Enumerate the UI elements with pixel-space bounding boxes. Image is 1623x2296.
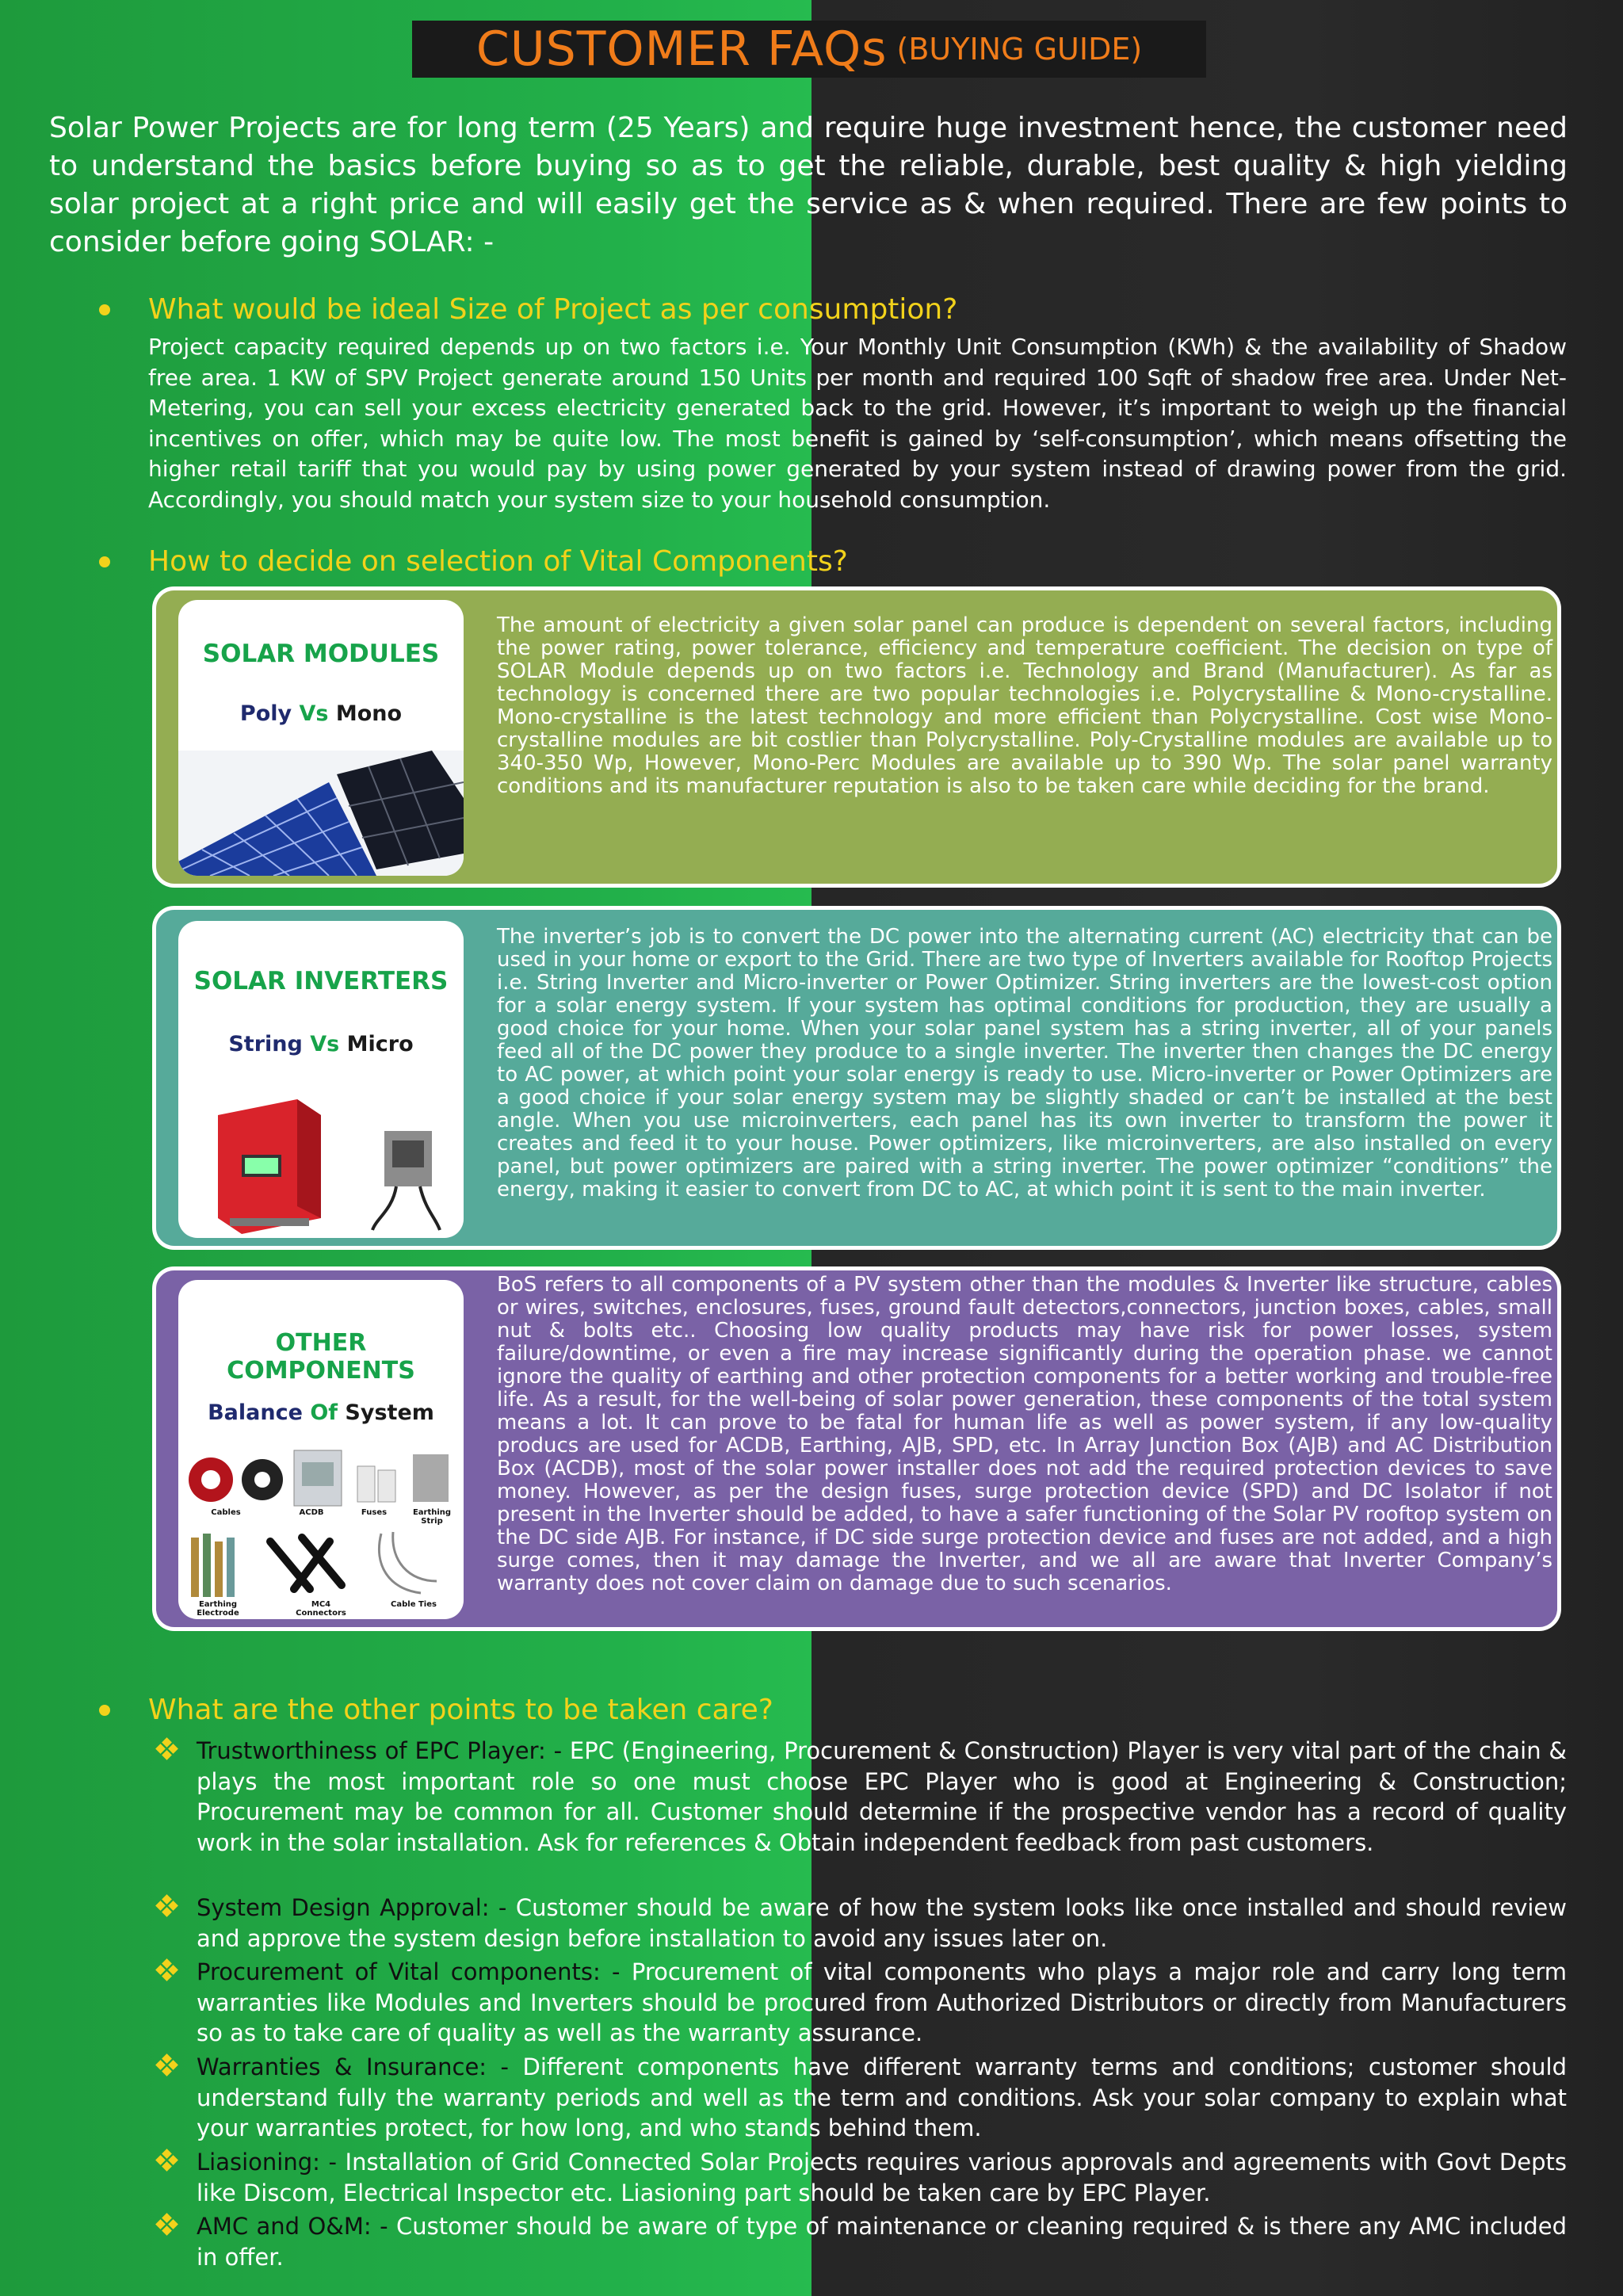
faq-heading-size-text: What would be ideal Size of Project as per consumption? [148, 293, 958, 326]
point-epc-player: Trustworthiness of EPC Player: - EPC (Engineering, Procurement & Construction) Player is very vital part of the chain & plays the most important role so one must choose EPC Player who is good at Engineering & Construction; Procurement may be common for all. Customer should determine if the prospective vendor has a record of quality work in the solar installation. Ask for references & Obtain independent feedback from past customers. [197, 1736, 1567, 1858]
caption-acdb: ACDB [299, 1508, 324, 1517]
card-solar-inverters [152, 906, 1561, 1250]
card-image-subtitle: String Vs Micro [228, 1032, 414, 1056]
other-components-image [178, 1280, 464, 1619]
solar-modules-image [178, 600, 464, 876]
diamond-bullet-icon [157, 2150, 178, 2171]
intro-paragraph: Solar Power Projects are for long term (25 Years) and require huge investment hence, the customer need to understand the basics before buying so as to get the reliable, durable, best quality & high yielding solar project at a right price and will easily get the service as & when required. There are few points to consider before going SOLAR: - [49, 112, 1568, 258]
card-solar-modules [152, 586, 1561, 888]
diamond-bullet-icon [157, 1960, 178, 1981]
solar-inverters-image [178, 921, 464, 1238]
caption-earthing-strip: Earthing Strip [412, 1508, 452, 1526]
caption-cables: Cables [211, 1508, 241, 1517]
faq-body-size: Project capacity required depends up on two factors i.e. Your Monthly Unit Consumption (KWh) & the availability of Shadow free area. 1 KW of SPV Project generate around 150 Units per month and required 100 Sqft of shadow free area. Under Net-Metering, you can sell your excess electricity generated back to the grid. However, it’s important to weigh up the financial incentives on offer, which may be quite low. The most benefit is gained by ‘self-consumption’, which means offsetting the higher retail tariff that you would pay by using power generated by your system instead of drawing power from the grid. Accordingly, you should match your system size to your household consumption. [148, 334, 1567, 513]
faq-heading-other-points [148, 1694, 773, 1726]
faq-heading-size [148, 293, 957, 326]
faq-heading-components-text: How to decide on selection of Vital Components? [148, 545, 848, 578]
card-image-subtitle: Balance Of System [208, 1400, 434, 1425]
caption-mc4-connectors: MC4 Connectors [296, 1600, 346, 1618]
card-other-components [152, 1266, 1561, 1631]
bullet-icon [99, 556, 110, 567]
page-subtitle: (BUYING GUIDE) [896, 32, 1143, 67]
diamond-bullet-icon [157, 1739, 178, 1759]
bos-components-icon [183, 1446, 460, 1613]
card-image-title: SOLAR INVERTERS [193, 967, 449, 995]
inverter-icon [194, 1099, 456, 1234]
title-banner [412, 21, 1206, 78]
bullet-icon [99, 304, 110, 315]
card-image-title: SOLAR MODULES [202, 640, 440, 668]
point-liasioning: Liasioning: - Installation of Grid Connected Solar Projects requires various approvals and agreements with Govt Depts like Discom, Electrical Inspector etc. Liasioning part should be taken care by EPC Player. [197, 2147, 1567, 2208]
diamond-bullet-icon [157, 2055, 178, 2076]
page-title: CUSTOMER FAQs [475, 21, 888, 77]
card-text-bos: BoS refers to all components of a PV system other than the modules & Inverter like structure, cables or wires, switches, enclosures, fuses, ground fault detectors,connectors, junction boxes, cables, small nut & bolts etc.. Choosing low quality products may have risk for power losses, system failure/downtime, or even a fire may increase significantly during the operation phase. we cannot ignore the quality of earthing and other protection components for a better working and trouble-free life. As a result, for the well-being of solar power generation, these components of the total system means a lot. It can prove to be fatal for human life as well as power system, if any low-quality producs are used for ACDB, Earthing, AJB, SPD, etc. In Array Junction Box (AJB) and AC Distribution Box (ACDB), most of the solar power installer does not add the required protection devices to save money. However, as per the design fuses, surge protection device (SPD) and DC Isolator if not present in the Inverter should be added, to have a safer functioning of the Solar PV rooftop system on the DC side AJB. For instance, if DC side surge protection device and fuses are not added, and a high surge comes, then it may damage the Inverter, and we all are aware that Inverter Company’s warranty does not cover claim on damage due to such scenarios. [497, 1273, 1552, 1595]
caption-cable-ties: Cable Ties [391, 1600, 437, 1609]
diamond-bullet-icon [157, 2214, 178, 2235]
card-image-title: OTHER COMPONENTS [227, 1329, 415, 1385]
point-procurement: Procurement of Vital components: - Procurement of vital components who plays a major role and carry long term warranties like Modules and Inverters should be procured from Authorized Distributors or directly from Manufacturers so as to take care of quality as well as the warranty assurance. [197, 1957, 1567, 2049]
card-text-inverters: The inverter’s job is to convert the DC power into the alternating current (AC) electricity that can be used in your home or export to the Grid. There are two type of Inverters available for Rooftop Projects i.e. String Inverter and Micro-inverter or Power Optimizer. String inverters are the lowest-cost option for a solar energy system. If your system has optimal conditions for production, they are usually a good choice for your home. When your solar panel system has a string inverter, all of your panels feed all of the DC power they produce to a single inverter. The inverter then changes the DC energy to AC power, at which point your solar energy is ready to use. Micro-inverter or Power Optimizers are a good choice if your solar energy system may be slightly shaded or can’t be installed at the best angle. When you use microinverters, each panel has its own inverter to transform the power it creates and feed it to your house. Power optimizers, like microinverters, are also installed on every panel, but power optimizers are paired with a string inverter. The power optimizer “conditions” the energy, making it easier to convert from DC to AC, at which point it is sent to the main inverter. [497, 925, 1552, 1201]
point-design-approval: System Design Approval: - Customer should be aware of how the system looks like once installed and should review and approve the system design before installation to avoid any issues later on. [197, 1893, 1567, 1954]
card-text-modules: The amount of electricity a given solar panel can produce is dependent on several factors, including the power rating, power tolerance, efficiency and temperature coefficient. The decision on type of SOLAR Module depends up on two factors i.e. Technology and Brand (Manufacturer). As far as technology is concerned there are two popular technologies i.e. Polycrystalline & Mono-crystalline. Mono-crystalline is the latest technology and more efficient than Polycrystalline. Cost wise Mono-crystalline modules are bit costlier than Polycrystalline. Poly-Crystalline modules are available up to 340-350 Wp, However, Mono-Perc Modules are available up to 390 Wp. The solar panel warranty conditions and its manufacturer reputation is also to be taken care while deciding for the brand. [497, 613, 1552, 798]
card-image-subtitle: Poly Vs Mono [239, 701, 403, 726]
diamond-bullet-icon [157, 1896, 178, 1916]
solar-panel-icon [178, 751, 464, 876]
caption-fuses: Fuses [361, 1508, 388, 1517]
point-amc: AMC and O&M: - Customer should be aware of type of maintenance or cleaning required & is there any AMC included in offer. [197, 2211, 1567, 2272]
bullet-icon [99, 1705, 110, 1716]
faq-heading-components [148, 545, 848, 578]
faq-heading-other-points-text: What are the other points to be taken care? [148, 1694, 773, 1726]
caption-earthing-electrode: Earthing Electrode [197, 1600, 239, 1618]
point-warranties: Warranties & Insurance: - Different components have different warranty terms and conditions; customer should understand fully the warranty periods and well as the term and conditions. Ask your solar company to explain what your warranties protect, for how long, and who stands behind them. [197, 2052, 1567, 2144]
